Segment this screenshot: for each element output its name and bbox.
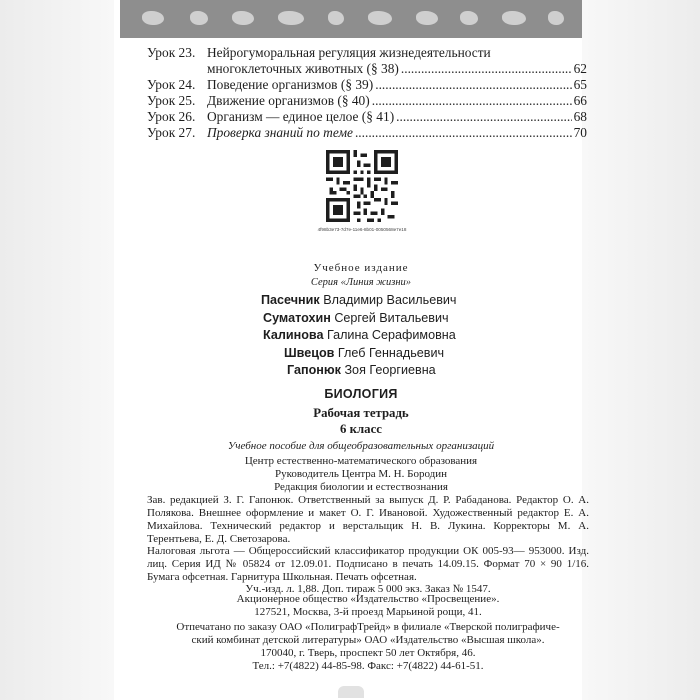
toc-item-page: 68	[573, 109, 587, 124]
toc-item-label: Урок 25.	[147, 93, 196, 108]
qr-code-caption: 4f98b3e73-7d7e-11e6-8b01-0050568e7e18	[317, 227, 407, 232]
author-surname: Пасечник	[261, 293, 320, 307]
publisher-info	[147, 593, 589, 619]
author-surname: Суматохин	[263, 310, 331, 325]
toc-leader-dots	[355, 125, 572, 141]
printer-contacts: Тел.: +7(4822) 44-85-98. Факс: +7(4822) 44-61-51.	[252, 660, 484, 672]
author	[287, 362, 436, 380]
toc-leader-dots	[396, 109, 571, 125]
book-grade: 6 класс	[340, 422, 382, 436]
imprint-details	[147, 545, 589, 596]
qr-code-icon	[326, 150, 398, 222]
org-head: Руководитель Центра М. Н. Бородин	[274, 468, 447, 480]
author	[261, 292, 457, 310]
book-purpose: Учебное пособие для общеобразовательных организаций	[227, 440, 495, 452]
toc-item-label: Урок 26.	[147, 109, 196, 124]
animal-silhouette-icon	[502, 11, 526, 25]
author-surname: Гапонюк	[287, 363, 341, 378]
edition-type: Учебное издание	[313, 262, 409, 274]
author	[284, 345, 444, 363]
toc-item-title: Организм — единое целое (§ 41)	[207, 109, 395, 124]
author	[263, 327, 456, 345]
toc-item	[147, 77, 587, 93]
author-surname: Калинова	[263, 328, 324, 343]
toc-item-label: Урок 24.	[147, 77, 196, 92]
toc-item	[147, 109, 587, 125]
author-given-names: Галина Серафимовна	[326, 328, 456, 343]
toc-item-continuation	[147, 61, 587, 77]
author-surname: Швецов	[284, 345, 335, 360]
animal-silhouette-icon	[548, 11, 564, 25]
toc-item-label: Урок 23.	[147, 45, 196, 60]
org-editorial: Редакция биологии и естествознания	[274, 481, 448, 493]
author-given-names: Сергей Витальевич	[334, 310, 449, 325]
table-of-contents	[147, 45, 587, 141]
series-name: Серия «Линия жизни»	[310, 277, 412, 288]
toc-item-title-cont: многоклеточных животных (§ 38)	[207, 61, 399, 76]
animal-silhouette-icon	[328, 11, 344, 25]
animal-silhouette-icon	[142, 11, 164, 25]
publisher-address: 127521, Москва, 3-й проезд Марьиной рощи, 41.	[254, 606, 482, 618]
animal-silhouette-icon	[278, 11, 304, 25]
toc-item-page: 65	[573, 77, 587, 92]
author-given-names: Владимир Васильевич	[323, 293, 457, 307]
book-title: БИОЛОГИЯ	[324, 387, 398, 401]
toc-item-label: Урок 27.	[147, 125, 196, 140]
animal-silhouette-icon	[416, 11, 438, 25]
toc-item-title: Поведение организмов (§ 39)	[207, 77, 374, 92]
animal-silhouette-icon	[232, 11, 254, 25]
toc-leader-dots	[401, 61, 572, 77]
author-given-names: Зоя Георгиевна	[344, 363, 436, 378]
imprint-text: Налоговая льгота — Общероссийский классификатор продукции ОК 005-93— 953000. Изд. лиц. Серия ИД № 05824 от 12.09.01. Подписано в печать 14.09.15. Формат 70 × 90 1/16. Бумага офсетная. Гарнитура Школьная. Печать офсетная.	[147, 545, 589, 583]
toc-item-page: 62	[573, 61, 587, 76]
printer-line: Отпечатано по заказу ОАО «ПолиграфТрейд» в филиале «Тверской полиграфиче-	[176, 621, 560, 633]
org-center: Центр естественно-математического образования	[244, 455, 478, 467]
printer-line: ский комбинат детской литературы» ОАО «Издательство «Высшая школа».	[191, 634, 545, 646]
left-page-shadow	[0, 0, 114, 700]
page-bottom-mark	[338, 686, 364, 698]
decorative-animal-band	[120, 0, 582, 38]
imprint-run: Уч.-изд. л. 1,88. Доп. тираж 5 000 экз. Заказ № 1547.	[245, 583, 491, 596]
toc-leader-dots	[372, 93, 572, 109]
publisher-name: Акционерное общество «Издательство «Просвещение».	[236, 593, 500, 605]
author-given-names: Глеб Геннадьевич	[337, 345, 445, 360]
animal-silhouette-icon	[190, 11, 208, 25]
toc-item	[147, 45, 587, 61]
author	[263, 310, 449, 328]
toc-item-page: 70	[573, 125, 587, 140]
toc-leader-dots	[375, 77, 571, 93]
printer-address: 170040, г. Тверь, проспект 50 лет Октября, 46.	[260, 647, 476, 659]
book-subtitle: Рабочая тетрадь	[313, 406, 409, 420]
printer-info	[147, 621, 589, 673]
animal-silhouette-icon	[368, 11, 392, 25]
toc-item-page: 66	[573, 93, 587, 108]
right-page-shadow	[582, 0, 700, 700]
toc-item	[147, 93, 587, 109]
toc-item-title: Проверка знаний по теме	[207, 125, 353, 140]
toc-item-title: Движение организмов (§ 40)	[207, 93, 370, 108]
editorial-credits: Зав. редакцией З. Г. Гапонюк. Ответственный за выпуск Д. Р. Рабаданова. Редактор О. А. Полякова. Внешнее оформление и макет О. Г. Ивановой. Художественный редактор Е. А. Михайлова. Технический редактор и верстальщик Н. В. Лукина. Корректоры М. А. Терентьева, Е. Д. Светозарова.	[147, 494, 589, 545]
toc-item	[147, 125, 587, 141]
toc-item-title: Нейрогуморальная регуляция жизнедеятельности	[207, 45, 491, 60]
animal-silhouette-icon	[460, 11, 478, 25]
